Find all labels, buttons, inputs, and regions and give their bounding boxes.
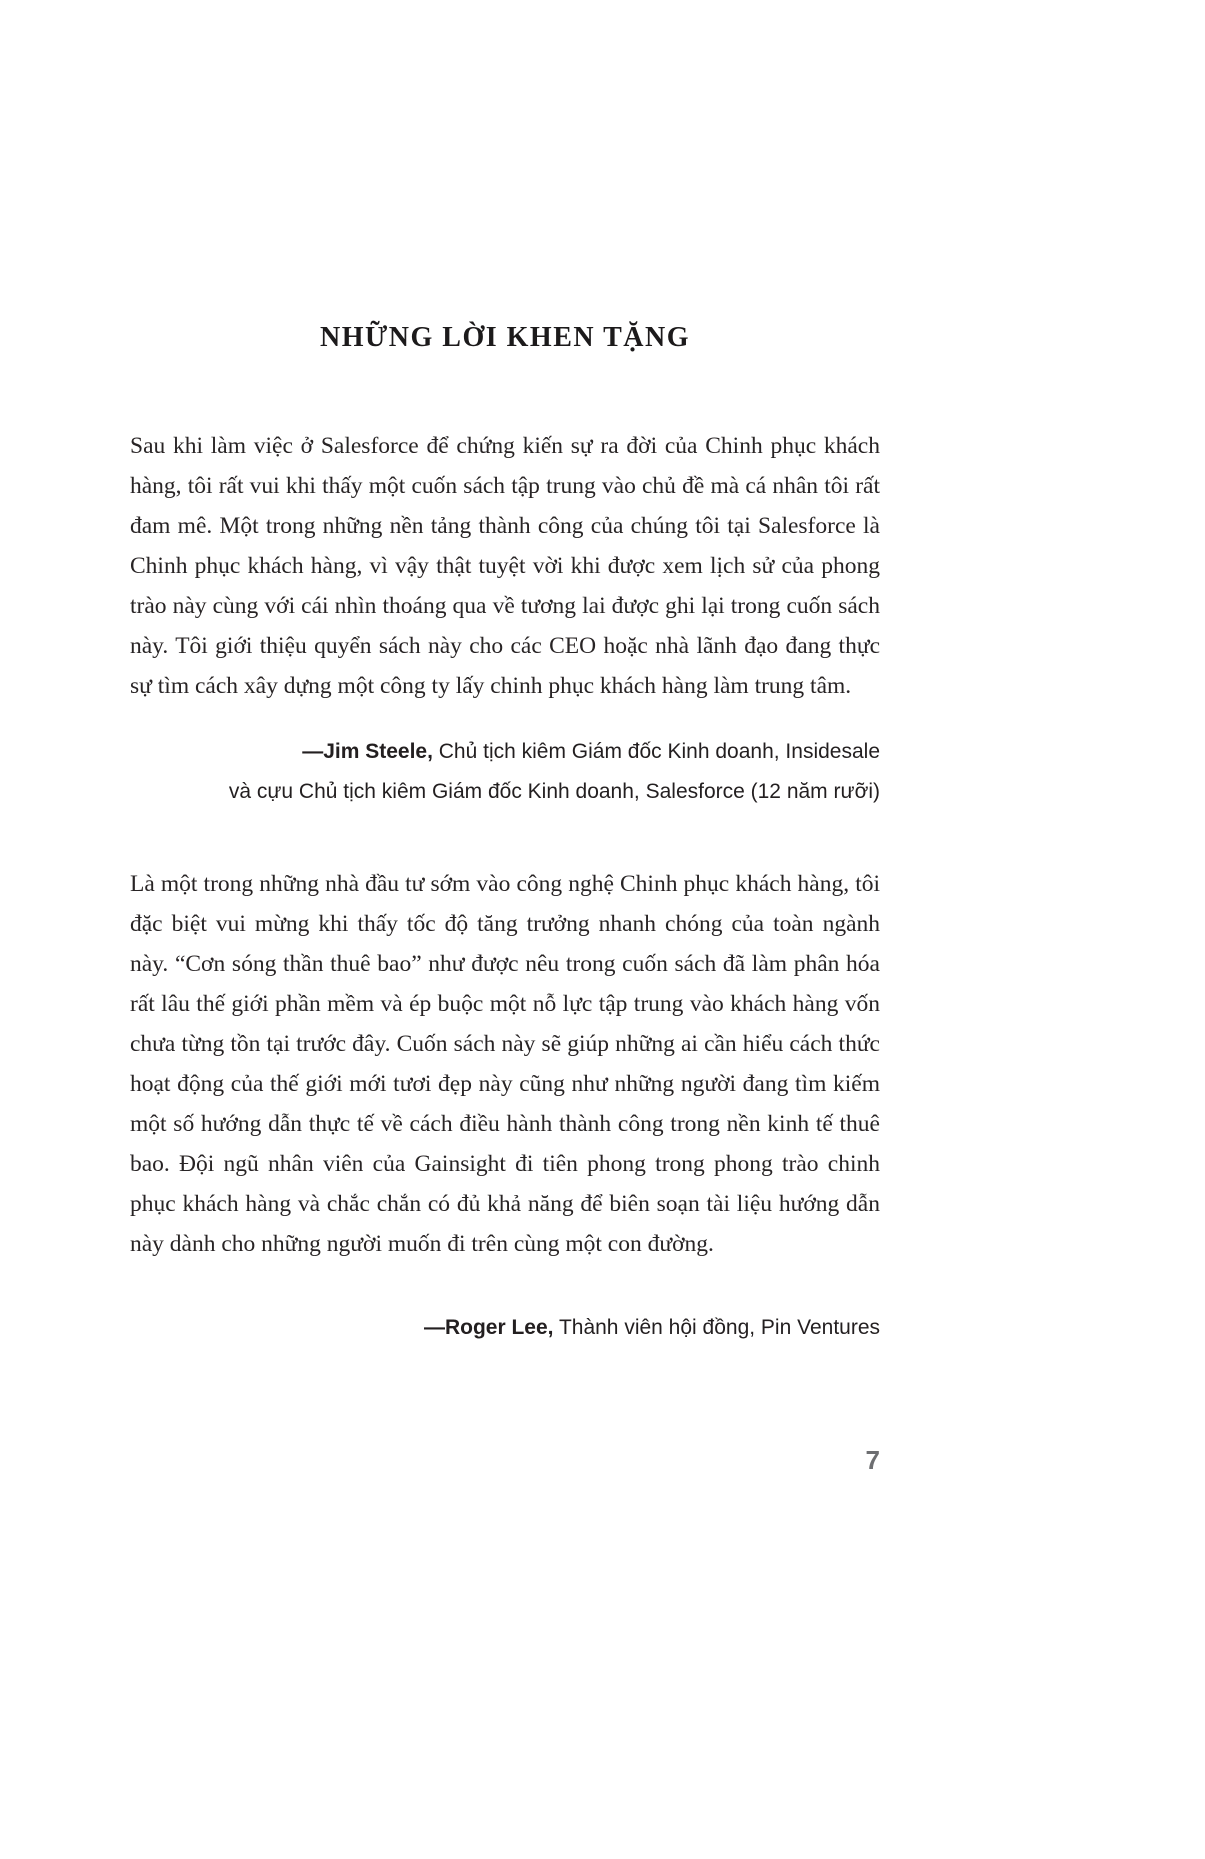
testimonial-paragraph: Sau khi làm việc ở Salesforce để chứng kiến sự ra đời của Chinh phục khách hàng, tôi rất vui khi thấy một cuốn sách tập trung vào chủ đề mà cá nhân tôi rất đam mê. Một trong những nền tảng thành công của chúng tôi tại Salesforce là Chinh phục khách hàng, vì vậy thật tuyệt vời khi được xem lịch sử của phong trào này cùng với cái nhìn thoáng qua về tương lai được ghi lại trong cuốn sách này. Tôi giới thiệu quyển sách này cho các CEO hoặc nhà lãnh đạo đang thực sự tìm cách xây dựng một công ty lấy chinh phục khách hàng làm trung tâm. — [130, 433, 880, 699]
attribution — [130, 1308, 880, 1348]
page-content — [130, 0, 880, 1348]
attribution-role: Thành viên hội đồng, Pin Ventures — [553, 1316, 880, 1339]
attribution — [130, 732, 880, 812]
attribution-name: —Jim Steele, — [302, 740, 433, 763]
page-number: 7 — [865, 1445, 880, 1475]
attribution-role: Chủ tịch kiêm Giám đốc Kinh doanh, Insidesale — [432, 740, 880, 763]
attribution-line — [130, 732, 880, 772]
attribution-name: —Roger Lee, — [423, 1316, 554, 1339]
attribution-line — [130, 1308, 880, 1348]
page-title: NHỮNG LỜI KHEN TẶNG — [320, 322, 690, 353]
attribution-line: và cựu Chủ tịch kiêm Giám đốc Kinh doanh, Salesforce (12 năm rưỡi) — [228, 780, 880, 803]
testimonial-paragraph: Là một trong những nhà đầu tư sớm vào công nghệ Chinh phục khách hàng, tôi đặc biệt vui mừng khi thấy tốc độ tăng trưởng nhanh chóng của toàn ngành này. “Cơn sóng thần thuê bao” như được nêu trong cuốn sách đã làm phân hóa rất lâu thế giới phần mềm và ép buộc một nỗ lực tập trung vào khách hàng vốn chưa từng tồn tại trước đây. Cuốn sách này sẽ giúp những ai cần hiểu cách thức hoạt động của thế giới mới tươi đẹp này cũng như những người đang tìm kiếm một số hướng dẫn thực tế về cách điều hành thành công trong nền kinh tế thuê bao. Đội ngũ nhân viên của Gainsight đi tiên phong trong phong trào chinh phục khách hàng và chắc chắn có đủ khả năng để biên soạn tài liệu hướng dẫn này dành cho những người muốn đi trên cùng một con đường. — [130, 871, 880, 1257]
